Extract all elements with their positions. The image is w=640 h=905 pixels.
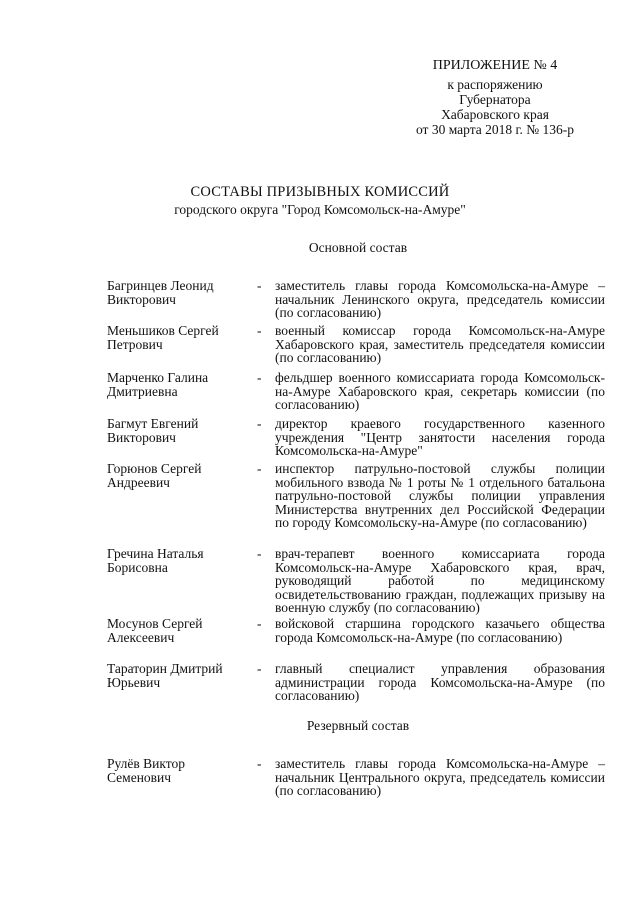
annex-line: Хабаровского края (441, 107, 549, 122)
member-name: Багринцев Леонид Викторович (107, 278, 214, 307)
member-role: войсковой старшина городского казачьего общества города Комсомольск-на-Амуре (по согласованию) (275, 616, 605, 645)
member-row (107, 417, 605, 462)
dash-separator: - (257, 278, 262, 293)
member-row (107, 324, 605, 371)
member-row (107, 279, 605, 324)
member-name: Тараторин Дмитрий Юрьевич (107, 661, 223, 690)
member-row (107, 462, 605, 547)
reserve-members-list (107, 757, 605, 802)
member-role: фельдшер военного комиссариата города Комсомольск-на-Амуре Хабаровского края, секретарь комиссии (по согласованию) (275, 370, 605, 412)
main-members-list (107, 279, 605, 707)
member-role: заместитель главы города Комсомольска-на-Амуре – начальник Ленинского округа, председатель комиссии (по согласованию) (275, 278, 605, 320)
member-name: Меньшиков Сергей Петрович (107, 323, 219, 352)
dash-separator: - (257, 323, 262, 338)
document-subtitle: городского округа "Город Комсомольск-на-Амуре" (174, 202, 466, 217)
dash-separator: - (257, 546, 262, 561)
annex-title: ПРИЛОЖЕНИЕ № 4 (432, 58, 558, 73)
dash-separator: - (257, 661, 262, 676)
member-role: главный специалист управления образования администрации города Комсомольска-на-Амуре (по согласованию) (275, 661, 605, 703)
member-role: директор краевого государственного казенного учреждения "Центр занятости населения города Комсомольска-на-Амуре" (275, 416, 605, 458)
member-row (107, 617, 605, 662)
member-name: Мосунов Сергей Алексеевич (107, 616, 203, 645)
annex-date: от 30 марта 2018 г. № 136-р (415, 122, 575, 137)
dash-separator: - (257, 416, 262, 431)
main-section-title: Основной состав (308, 240, 408, 255)
document-title: СОСТАВЫ ПРИЗЫВНЫХ КОМИССИЙ (190, 184, 450, 200)
member-row (107, 662, 605, 707)
annex-line: Губернатора (459, 92, 531, 107)
member-name: Багмут Евгений Викторович (107, 416, 199, 445)
reserve-section-title: Резервный состав (306, 718, 410, 733)
annex-line: к распоряжению (447, 77, 543, 92)
dash-separator: - (257, 756, 262, 771)
annex-header (390, 58, 600, 137)
member-name: Гречина Наталья Борисовна (107, 546, 204, 575)
member-name: Горюнов Сергей Андреевич (107, 461, 202, 490)
member-role: военный комиссар города Комсомольск-на-Амуре Хабаровского края, заместитель председателя комиссии (по согласованию) (275, 323, 605, 365)
dash-separator: - (257, 616, 262, 631)
document-heading (0, 184, 640, 218)
member-row (107, 757, 605, 802)
member-row (107, 371, 605, 417)
dash-separator: - (257, 461, 262, 476)
member-name: Рулёв Виктор Семенович (107, 756, 185, 785)
member-role: инспектор патрульно-постовой службы полиции мобильного взвода № 1 роты № 1 отдельного батальона патрульно-постовой службы полиции управления Министерства внутренних дел Российской Федерации по городу Комсомольску-на-Амуре (по согласованию) (275, 461, 605, 530)
member-role: заместитель главы города Комсомольска-на-Амуре – начальник Центрального округа, председатель комиссии (по согласованию) (275, 756, 605, 798)
member-name: Марченко Галина Дмитриевна (107, 370, 209, 399)
member-row (107, 547, 605, 617)
member-role: врач-терапевт военного комиссариата города Комсомольск-на-Амуре Хабаровского края, врач, руководящий работой по медицинскому освидетельствованию граждан, подлежащих призыву на военную службу (по согласованию) (275, 546, 605, 615)
dash-separator: - (257, 370, 262, 385)
